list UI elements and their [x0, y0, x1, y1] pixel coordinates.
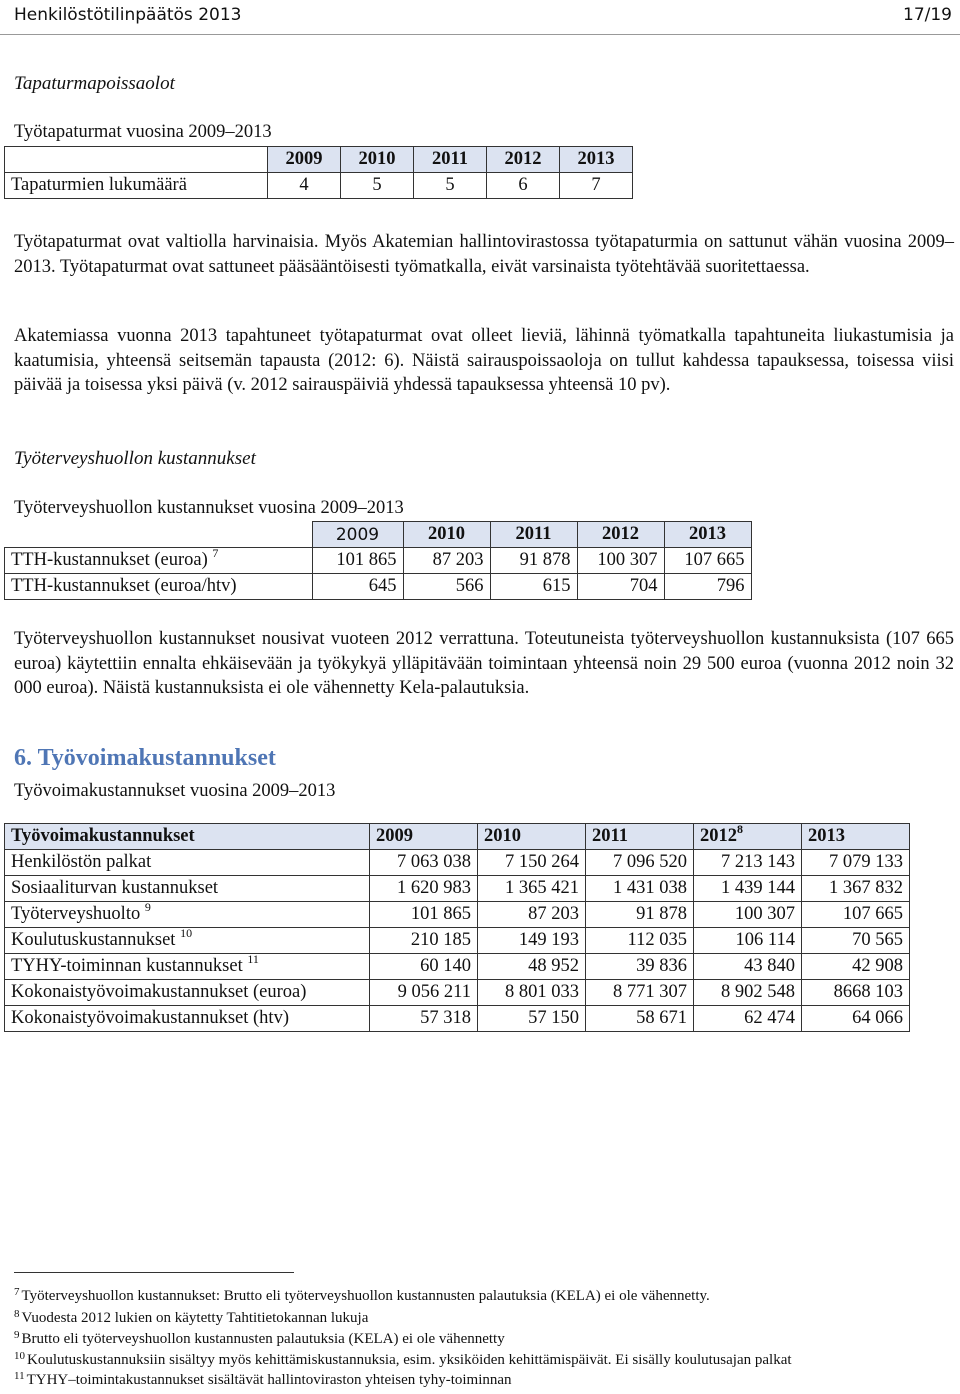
table-header-year: 2010 — [403, 522, 490, 548]
health-paragraph: Työterveyshuollon kustannukset nousivat vuoteen 2012 verrattuna. Toteutuneista työterveyshuollon kustannuksista (107 665 euroa) käytettiin ennalta ehkäisevään ja työkykyä ylläpitävään toimintaan yhteensä noin 29 500 euroa (vuonna 2012 noin 32 000 euroa). Näistä kustannuksista ei ole vähennetty Kela-palautuksia. — [14, 629, 954, 698]
row-label: TTH-kustannukset (euroa/htv) — [5, 574, 313, 600]
health-table-header-row — [5, 522, 752, 548]
table-cell: 70 565 — [802, 928, 910, 954]
footnote — [14, 1310, 368, 1327]
table-cell: 112 035 — [586, 928, 694, 954]
table-header-year — [694, 824, 802, 850]
row-label — [5, 548, 313, 574]
footnote-number: 7 — [14, 1286, 20, 1298]
footnote-ref: 10 — [180, 926, 193, 940]
year-text: 2012 — [700, 826, 737, 846]
row-label: Kokonaistyövoimakustannukset (euroa) — [5, 980, 370, 1006]
table-cell: 57 150 — [478, 1006, 586, 1032]
footnote-text: Työterveyshuollon kustannukset: Brutto eli työterveyshuollon kustannusten palautuksia (KELA) ei ole vähennetty. — [21, 1288, 710, 1304]
table-row — [5, 980, 910, 1006]
table-cell: 704 — [577, 574, 664, 600]
table-cell: 60 140 — [370, 954, 478, 980]
table-cell: 107 665 — [802, 902, 910, 928]
footnote-number: 11 — [14, 1370, 25, 1382]
table-cell: 58 671 — [586, 1006, 694, 1032]
footnote-ref: 9 — [144, 900, 151, 914]
table-cell: 87 203 — [478, 902, 586, 928]
labour-table-caption: Työvoimakustannukset vuosina 2009–2013 — [14, 781, 336, 801]
table-row — [5, 902, 910, 928]
table-cell: 43 840 — [694, 954, 802, 980]
footnote-number: 10 — [14, 1350, 25, 1362]
footnote-number: 8 — [14, 1308, 20, 1320]
table-header-year: 2013 — [560, 147, 633, 173]
health-table-caption: Työterveyshuollon kustannukset vuosina 2009–2013 — [14, 498, 404, 518]
table-cell: 796 — [664, 574, 751, 600]
footnote — [14, 1372, 512, 1389]
heading-labour-costs: 6. Työvoimakustannukset — [14, 745, 276, 771]
table-cell — [5, 147, 268, 173]
table-cell: 106 114 — [694, 928, 802, 954]
section-title-health: Työterveyshuollon kustannukset — [14, 448, 256, 469]
row-label-text: TYHY-toiminnan kustannukset — [11, 956, 243, 976]
footnote-text: Brutto eli työterveyshuollon kustannusten palautuksia (KELA) ei ole vähennetty — [21, 1331, 505, 1347]
table-header-year: 2009 — [370, 824, 478, 850]
table-cell: 149 193 — [478, 928, 586, 954]
table-cell: 9 056 211 — [370, 980, 478, 1006]
table-row — [5, 954, 910, 980]
table-header-year: 2009 — [268, 147, 341, 173]
table-header-year: 2009 — [312, 522, 403, 548]
table-cell: 4 — [268, 173, 341, 199]
table-cell: 210 185 — [370, 928, 478, 954]
table-header-year: 2013 — [664, 522, 751, 548]
table-header-year: 2011 — [586, 824, 694, 850]
accidents-table-caption: Työtapaturmat vuosina 2009–2013 — [14, 122, 272, 142]
table-cell: 7 — [560, 173, 633, 199]
table-cell: 42 908 — [802, 954, 910, 980]
table-cell: 101 865 — [312, 548, 403, 574]
table-cell: 64 066 — [802, 1006, 910, 1032]
accidents-table-header-row — [5, 147, 633, 173]
table-cell: 7 213 143 — [694, 850, 802, 876]
table-cell: 8 902 548 — [694, 980, 802, 1006]
table-header-year: 2010 — [478, 824, 586, 850]
table-header-year: 2013 — [802, 824, 910, 850]
table-cell: 48 952 — [478, 954, 586, 980]
table-cell: 8668 103 — [802, 980, 910, 1006]
table-header-year: 2011 — [490, 522, 577, 548]
row-label — [5, 902, 370, 928]
table-cell: 100 307 — [694, 902, 802, 928]
footnote-text: TYHY–toimintakustannukset sisältävät hallintoviraston yhteisen tyhy-toiminnan — [26, 1372, 512, 1388]
row-label-text: TTH-kustannukset (euroa) — [11, 550, 208, 570]
header-divider — [0, 34, 960, 35]
table-cell: 1 439 144 — [694, 876, 802, 902]
footnote-ref: 11 — [247, 952, 259, 966]
table-cell: 107 665 — [664, 548, 751, 574]
footnote-number: 9 — [14, 1329, 20, 1341]
table-row — [5, 173, 633, 199]
table-cell: 566 — [403, 574, 490, 600]
row-label-text: Työterveyshuolto — [11, 904, 141, 924]
row-label: Henkilöstön palkat — [5, 850, 370, 876]
footnote — [14, 1352, 792, 1369]
table-row — [5, 548, 752, 574]
table-header-year: 2012 — [577, 522, 664, 548]
table-cell: 7 096 520 — [586, 850, 694, 876]
table-cell: 91 878 — [490, 548, 577, 574]
table-cell: 91 878 — [586, 902, 694, 928]
table-cell: 6 — [487, 173, 560, 199]
row-label: Tapaturmien lukumäärä — [5, 173, 268, 199]
table-row — [5, 1006, 910, 1032]
row-label — [5, 954, 370, 980]
table-cell: 645 — [312, 574, 403, 600]
table-row — [5, 850, 910, 876]
accidents-paragraph-1: Työtapaturmat ovat valtiolla harvinaisia. Myös Akatemian hallintovirastossa työtapaturmia on sattunut vähän vuosina 2009–2013. Työtapaturmat ovat sattuneet pääsääntöisesti työmatkalla, eivät varsinaista työtehtävää suoritettaessa. — [14, 232, 954, 277]
accidents-table — [4, 146, 633, 199]
table-header-year: 2010 — [341, 147, 414, 173]
footnote-text: Vuodesta 2012 lukien on käytetty Tahtitietokannan lukuja — [21, 1310, 369, 1326]
row-label: Sosiaaliturvan kustannukset — [5, 876, 370, 902]
row-label — [5, 928, 370, 954]
table-cell: 8 771 307 — [586, 980, 694, 1006]
table-cell: 615 — [490, 574, 577, 600]
table-cell: 39 836 — [586, 954, 694, 980]
table-cell: 7 079 133 — [802, 850, 910, 876]
table-cell: 87 203 — [403, 548, 490, 574]
footnote — [14, 1288, 710, 1305]
table-cell: 1 365 421 — [478, 876, 586, 902]
section-title-accidents: Tapaturmapoissaolot — [14, 73, 175, 94]
table-row — [5, 928, 910, 954]
table-cell: 7 063 038 — [370, 850, 478, 876]
footnote-ref: 7 — [212, 546, 219, 560]
row-label: Kokonaistyövoimakustannukset (htv) — [5, 1006, 370, 1032]
table-cell: 5 — [341, 173, 414, 199]
footnote-divider — [14, 1272, 294, 1273]
footnote — [14, 1331, 505, 1348]
accidents-paragraph-2: Akatemiassa vuonna 2013 tapahtuneet työtapaturmat ovat olleet lieviä, lähinnä työmatkalla tapahtuneita liukastumisia ja kaatumisia, yhteensä seitsemän tapausta (2012: 6). Näistä sairauspoissaoloja on tullut kahdessa tapauksessa, toisessa viisi päivää ja toisessa yksi päivä (v. 2012 sairauspäiviä yhdessä tapauksessa yhteensä 10 pv). — [14, 326, 954, 395]
labour-table — [4, 823, 910, 1032]
table-cell: 62 474 — [694, 1006, 802, 1032]
table-cell: 1 431 038 — [586, 876, 694, 902]
table-cell: 1 620 983 — [370, 876, 478, 902]
page-number: 17/19 — [903, 5, 952, 25]
table-header-year: 2012 — [487, 147, 560, 173]
table-row — [5, 574, 752, 600]
table-header-year: 2011 — [414, 147, 487, 173]
table-cell: 57 318 — [370, 1006, 478, 1032]
table-cell: 7 150 264 — [478, 850, 586, 876]
table-header-label: Työvoimakustannukset — [5, 824, 370, 850]
footnote-ref: 8 — [737, 822, 743, 836]
labour-table-header-row — [5, 824, 910, 850]
health-table — [4, 521, 752, 600]
row-label-text: Koulutuskustannukset — [11, 930, 176, 950]
table-cell — [5, 522, 313, 548]
document-header-title: Henkilöstötilinpäätös 2013 — [14, 5, 242, 25]
table-cell: 100 307 — [577, 548, 664, 574]
table-cell: 5 — [414, 173, 487, 199]
table-row — [5, 876, 910, 902]
table-cell: 8 801 033 — [478, 980, 586, 1006]
table-cell: 101 865 — [370, 902, 478, 928]
footnote-text: Koulutuskustannuksiin sisältyy myös kehittämiskustannuksia, esim. yksiköiden kehittämispäivät. Ei sisälly koulutusajan palkat — [27, 1352, 792, 1368]
table-cell: 1 367 832 — [802, 876, 910, 902]
